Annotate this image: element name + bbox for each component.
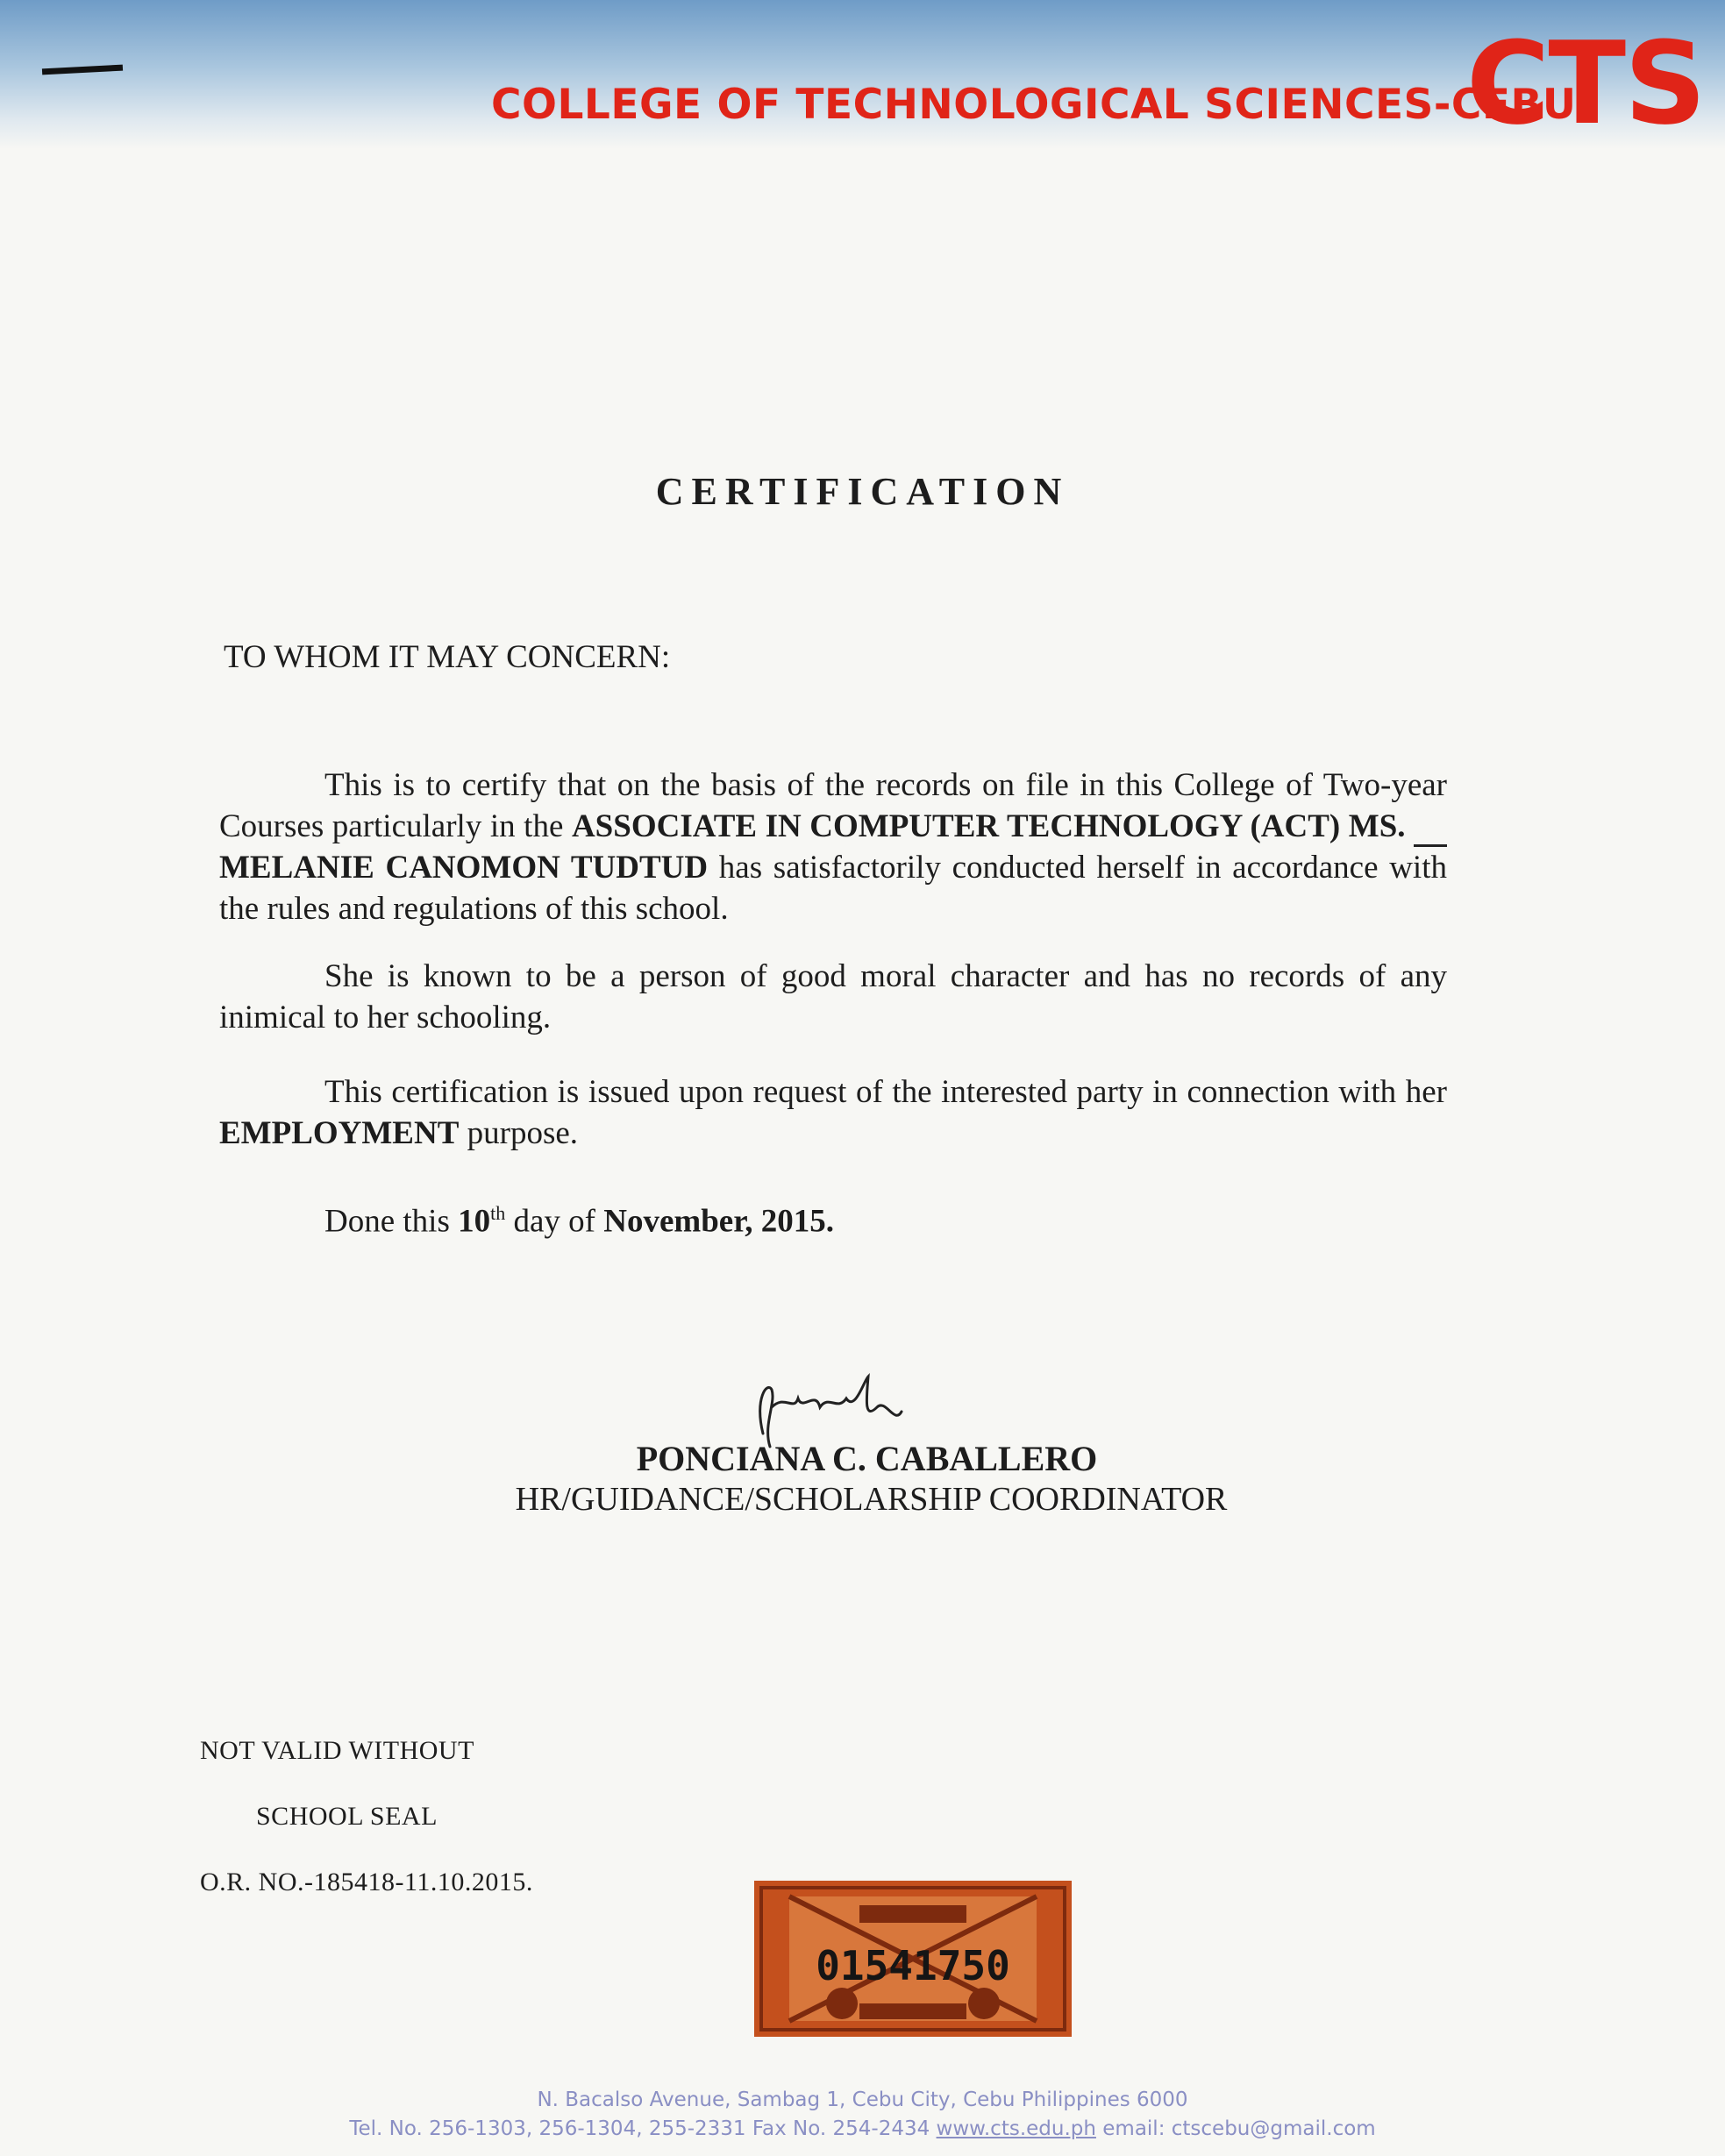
validity-note: NOT VALID WITHOUT: [200, 1736, 474, 1765]
footer-address: N. Bacalso Avenue, Sambag 1, Cebu City, Cebu Philippines 6000: [537, 2088, 1188, 2111]
paragraph-date: [219, 1192, 1447, 1242]
issue-month-year: November, 2015.: [603, 1203, 834, 1240]
issue-day: 10: [458, 1203, 491, 1240]
letterhead: [0, 0, 1725, 149]
p3-text-a: This certification is issued upon request of the interested party in connection with her: [324, 1074, 1447, 1110]
p4-text-b: day of: [505, 1203, 604, 1240]
student-name: MELANIE CANOMON TUDTUD: [219, 850, 709, 886]
footer-phone: Tel. No. 256-1303, 256-1304, 255-2331 Fax No. 254-2434: [349, 2117, 937, 2140]
stamp-number: 01541750: [816, 1942, 1010, 1989]
signatory-name: PONCIANA C. CABALLERO: [636, 1439, 1098, 1478]
course-name: ASSOCIATE IN COMPUTER TECHNOLOGY (ACT) MS.: [571, 808, 1415, 844]
p4-text-a: Done this: [324, 1203, 459, 1240]
paragraph-purpose: [219, 1071, 1447, 1154]
footer-email: email: ctscebu@gmail.com: [1095, 2117, 1376, 2140]
p1-text-b: has satisfactorily conducted herself in accordance with the rules and regulations of this school.: [219, 850, 1447, 927]
or-number: O.R. NO.-185418-11.10.2015.: [200, 1868, 533, 1896]
purpose: EMPLOYMENT: [219, 1115, 460, 1151]
cts-logo: CTS: [1466, 17, 1705, 150]
seal-note: SCHOOL SEAL: [256, 1802, 438, 1831]
salutation: TO WHOM IT MAY CONCERN:: [224, 639, 671, 675]
day-suffix: th: [490, 1202, 506, 1224]
footer-contacts: [0, 2117, 1725, 2140]
p3-text-b: purpose.: [459, 1115, 579, 1151]
footer-website-link[interactable]: www.cts.edu.ph: [936, 2117, 1096, 2140]
documentary-stamp: [754, 1881, 1072, 2037]
scan-mark: [42, 65, 123, 75]
paragraph-certify: [219, 765, 1447, 929]
document-title: CERTIFICATION: [655, 470, 1070, 513]
paragraph-character: She is known to be a person of good moral character and has no records of any inimical to her schooling.: [219, 958, 1447, 1035]
college-name: COLLEGE OF TECHNOLOGICAL SCIENCES-CEBU: [491, 81, 1577, 129]
p1-text-a: This is to certify that on the basis of the records on file in this College of Two-year Courses particularly in the: [219, 767, 1447, 844]
redacted-name: [1414, 808, 1447, 847]
signatory-title: HR/GUIDANCE/SCHOLARSHIP COORDINATOR: [515, 1481, 1228, 1518]
